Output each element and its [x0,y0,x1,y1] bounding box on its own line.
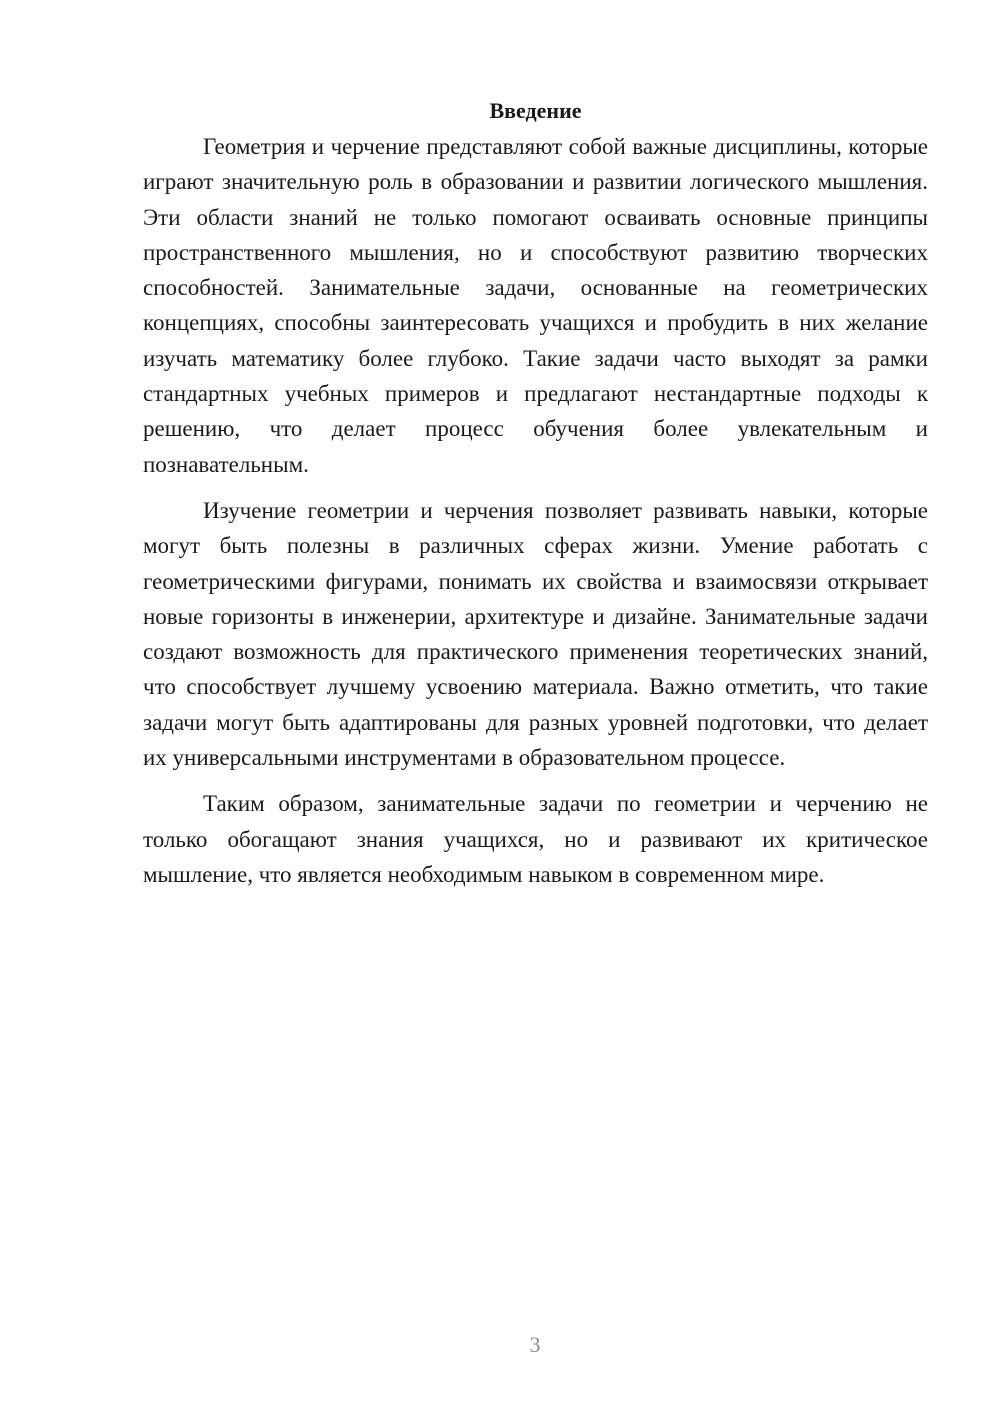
paragraph-3: Таким образом, занимательные задачи по геометрии и черчению не только обогащают знания учащихся, но и развивают их критическое мышление, что является необходимым навыком в современном мире. [143,791,928,887]
paragraph-2: Изучение геометрии и черчения позволяет развивать навыки, которые могут быть полезны в различных сферах жизни. Умение работать с геометрическими фигурами, понимать их свойства и взаимосвязи открывает новые горизонты в инженерии, архитектуре и дизайне. Занимательные задачи создают возможность для практического применения теоретических знаний, что способствует лучшему усвоению материала. Важно отметить, что такие задачи могут быть адаптированы для разных уровней подготовки, что делает их универсальными инструментами в образовательном процессе. [143,497,928,771]
section-heading: Введение [489,98,582,123]
page-number: 3 [529,1332,541,1357]
paragraph-1: Геометрия и черчение представляют собой важные дисциплины, которые играют значительную роль в образовании и развитии логического мышления. Эти области знаний не только помогают осваивать основные принципы пространственного мышления, но и способствуют развитию творческих способностей. Занимательные задачи, основанные на геометрических концепциях, способны заинтересовать учащихся и пробудить в них желание изучать математику более глубоко. Такие задачи часто выходят за рамки стандартных учебных примеров и предлагают нестандартные подходы к решению, что делает процесс обучения более увлекательным и познавательным. [143,134,928,477]
page-content [143,95,928,892]
